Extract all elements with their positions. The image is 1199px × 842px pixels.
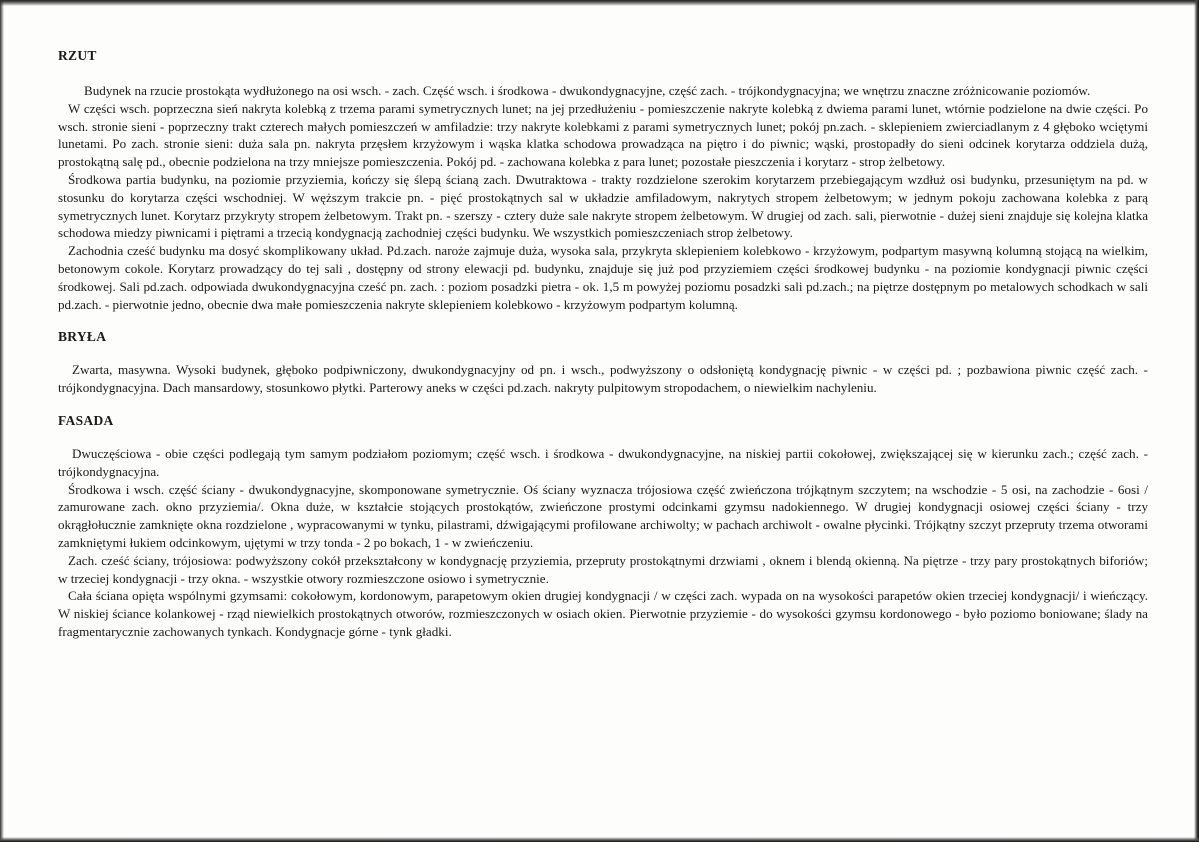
section-rzut bbox=[58, 48, 1148, 313]
document-body bbox=[58, 48, 1148, 641]
paragraph: Zach. cześć ściany, trójosiowa: podwyższony cokół przekształcony w kondygnację przyziemia, przepruty prostokątnymi drzwiami , oknem i blendą okienną. Na piętrze - trzy pary prostokątnych biforiów; w trzeciej kondygnacji - trzy okna. - wszystkie otwory rozmieszczone osiowo i symetrycznie. bbox=[58, 552, 1148, 586]
paragraph: Budynek na rzucie prostokąta wydłużonego na osi wsch. - zach. Część wsch. i środkowa - dwukondygnacyjne, część zach. - trójkondygnacyjna; we wnętrzu znaczne zróżnicowanie poziomów. bbox=[84, 83, 1091, 98]
paragraph: Środkowa i wsch. część ściany - dwukondygnacyjne, skomponowane symetrycznie. Oś ściany wyznacza trójosiowa część zwieńczona trójkątnym szczytem; na wschodzie - 5 osi, na zachodzie - 6osi / zamurowane zach. okno przyziemia/. Okna duże, w kształcie stojących prostokątów, zwieńczone prostymi odcinkami gzymsu nadokiennego. W drugiej kondygnacji osiowej części ściany - trzy okrągłołucznie zamknięte okna rozdzielone , wypracowanymi w tynku, pilastrami, dźwigającymi profilowane archiwolty; w pachach archiwolt - owalne płycinki. Trójkątny szczyt przepruty trzema otworami zamkniętymi łukiem odcinkowym, ujętymi w trzy tonda - 2 po bokach, 1 - w zwieńczeniu. bbox=[58, 481, 1148, 550]
paragraph: Zachodnia cześć budynku ma dosyć skomplikowany układ. Pd.zach. naroże zajmuje duża, wysoka sala, przykryta sklepieniem kolebkowo - krzyżowym, podpartym masywną kolumną stojącą na wielkim, betonowym cokole. Korytarz prowadzący do tej sali , dostępny od strony elewacji pd. budynku, znajduje się już pod przyziemiem części środkowej budynku - na poziomie kondygnacji piwnic części środkowej. Sali pd.zach. odpowiada dwukondygnacyjna cześć pn. zach. : poziom posadzki pietra - ok. 1,5 m powyżej poziomu posadzki sali pd.zach.; na piętrze dostępnym po metalowych schodkach w sali pd.zach. - pierwotnie jedno, obecnie dwa małe pomieszczenia nakryte sklepieniem kolebkowo - krzyżowym podpartym kolumną. bbox=[58, 243, 1148, 312]
section-fasada bbox=[58, 413, 1148, 641]
scan-edge-bottom bbox=[0, 837, 1199, 842]
scan-edge-top bbox=[0, 0, 1199, 6]
section-bryla bbox=[58, 329, 1148, 397]
section-heading: BRYŁA bbox=[58, 329, 107, 345]
section-heading: RZUT bbox=[58, 48, 97, 63]
paragraph: W części wsch. poprzeczna sień nakryta kolebką z trzema parami symetrycznych lunet; na jej przedłużeniu - pomieszczenie nakryte kolebką z dwiema parami lunet, wtórnie podzielone na dwie części. Po wsch. stronie sieni - poprzeczny trakt czterech małych pomieszczeń w amfiladzie: trzy nakryte kolebkami z parami symetrycznych lunet; pokój pn.zach. - sklepieniem zwierciadlanym z 4 głęboko wciętymi lunetami. Po zach. stronie sieni: duża sala pn. nakryta przęsłem krzyżowym i wąska klatka schodowa prowadząca na piętro i do piwnic; wąski, prostopadły do sieni odcinek korytarza oddziela dużą, prostokątną salę pd., obecnie podzielona na trzy mniejsze pomieszczenia. Pokój pd. - zachowana kolebka z para lunet; pozostałe pieszczenia i korytarz - strop żelbetowy. bbox=[58, 100, 1148, 170]
section-heading: FASADA bbox=[58, 412, 114, 428]
paragraph: Dwuczęściowa - obie części podlegają tym samym podziałom poziomym; część wsch. i środkowa - dwukondygnacyjne, na niskiej partii cokołowej, zwiększającej się w kierunku zach.; część zach. - trójkondygnacyjna. bbox=[58, 445, 1148, 479]
scan-edge-left bbox=[0, 0, 4, 842]
paragraph: Cała ściana opięta wspólnymi gzymsami: cokołowym, kordonowym, parapetowym okien drugiej kondygnacji / w części zach. wypada on na wysokości parapetów okien trzeciej kondygnacji/ i wieńczący. W niskiej ściance kolankowej - rząd niewielkich prostokątnych otworów, rozmieszczonych w osiach okien. Pierwotnie przyziemie - do wysokości gzymsu kordonowego - było poziomo boniowane; ślady na fragmentarycznie zachowanych tynkach. Kondygnacje górne - tynk gładki. bbox=[58, 588, 1148, 639]
paragraph: Zwarta, masywna. Wysoki budynek, głęboko podpiwniczony, dwukondygnacyjny od pn. i wsch., podwyższony o odsłoniętą kondygnację piwnic - w części pd. ; pozbawiona piwnic część zach. - trójkondygnacyjna. Dach mansardowy, stosunkowo płytki. Parterowy aneks w części pd.zach. nakryty pulpitowym stropodachem, o niewielkim nachyleniu. bbox=[58, 362, 1148, 396]
paragraph: Środkowa partia budynku, na poziomie przyziemia, kończy się ślepą ścianą zach. Dwutraktowa - trakty rozdzielone szerokim korytarzem przebiegającym wzdłuż osi budynku, przesuniętym na pd. w stosunku do korytarza części wschodniej. W węższym trakcie pn. - pięć prostokątnych sal w układzie amfiladowym, nakrytych stropem żelbetowym; w jednym pokoju zachowana kolebka z parą symetrycznych lunet. Korytarz przykryty stropem żelbetowym. Trakt pn. - szerszy - cztery duże sale nakryte stropem żelbetowym. W drugiej od zach. sali, pierwotnie - dużej sieni znajduje się kolejna klatka schodowa miedzy piwnicami i piętrami a trzecią kondygnacją zachodniej części budynku. We wszystkich pomieszczeniach strop żelbetowy. bbox=[58, 171, 1148, 241]
scan-edge-right bbox=[1194, 0, 1199, 842]
